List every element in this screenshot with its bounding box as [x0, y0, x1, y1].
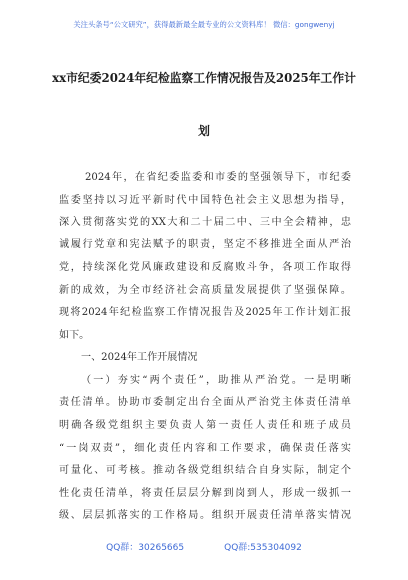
body-line: 可量化、可考核。推动各级党组织结合自身实际，制定个: [59, 465, 351, 476]
body-line: 责任清单。协助市委制定出台全面从严治党主体责任清单: [59, 397, 351, 408]
body-line: 监委坚持以习近平新时代中国特色社会主义思想为指导，: [59, 195, 351, 206]
bottom-contact-banner: [0, 540, 408, 553]
section-heading: 一、2024年工作开展情况: [81, 352, 198, 363]
document-title-line-2: 划: [198, 124, 210, 138]
body-line: 级、层层抓落实的工作格局。组织开展责任清单落实情况: [59, 510, 351, 521]
body-line: 明确各级党组织主要负责人第一责任人责任和班子成员: [59, 420, 351, 431]
body-line: “一岗双责”，细化责任内容和工作要求，确保责任落实: [59, 443, 351, 454]
body-line: 2024年，在省纪委监委和市委的坚强领导下，市纪委: [85, 172, 351, 183]
body-line: （一）夯实“两个责任”，助推从严治党。一是明晰: [81, 375, 351, 386]
body-line: 性化责任清单，将责任层层分解到岗到人，形成一级抓一: [59, 488, 351, 499]
body-line: 如下。: [59, 330, 90, 341]
qq-group-2: QQ群:535304092: [224, 543, 302, 553]
document-title-line-1: xx市纪委2024年纪检监察工作情况报告及2025年工作计: [52, 71, 356, 85]
body-line: 党，持续深化党风廉政建设和反腐败斗争，各项工作取得: [59, 262, 351, 273]
body-line: 诚履行党章和宪法赋予的职责，坚定不移推进全面从严治: [59, 239, 351, 250]
body-line: 现将2024年纪检监察工作情况报告及2025年工作计划汇报: [59, 307, 351, 318]
top-promo-banner: 关注头条号“公文研究”，获得最新最全最专业的公文资料库！ 微信：gongwenyj: [73, 20, 335, 29]
qq-group-1: QQ群：30265665: [106, 543, 185, 553]
body-line: 新的成效，为全市经济社会高质量发展提供了坚强保障。: [59, 285, 351, 296]
body-line: 深入贯彻落实党的XX大和二十届二中、三中全会精神，忠: [59, 217, 351, 228]
